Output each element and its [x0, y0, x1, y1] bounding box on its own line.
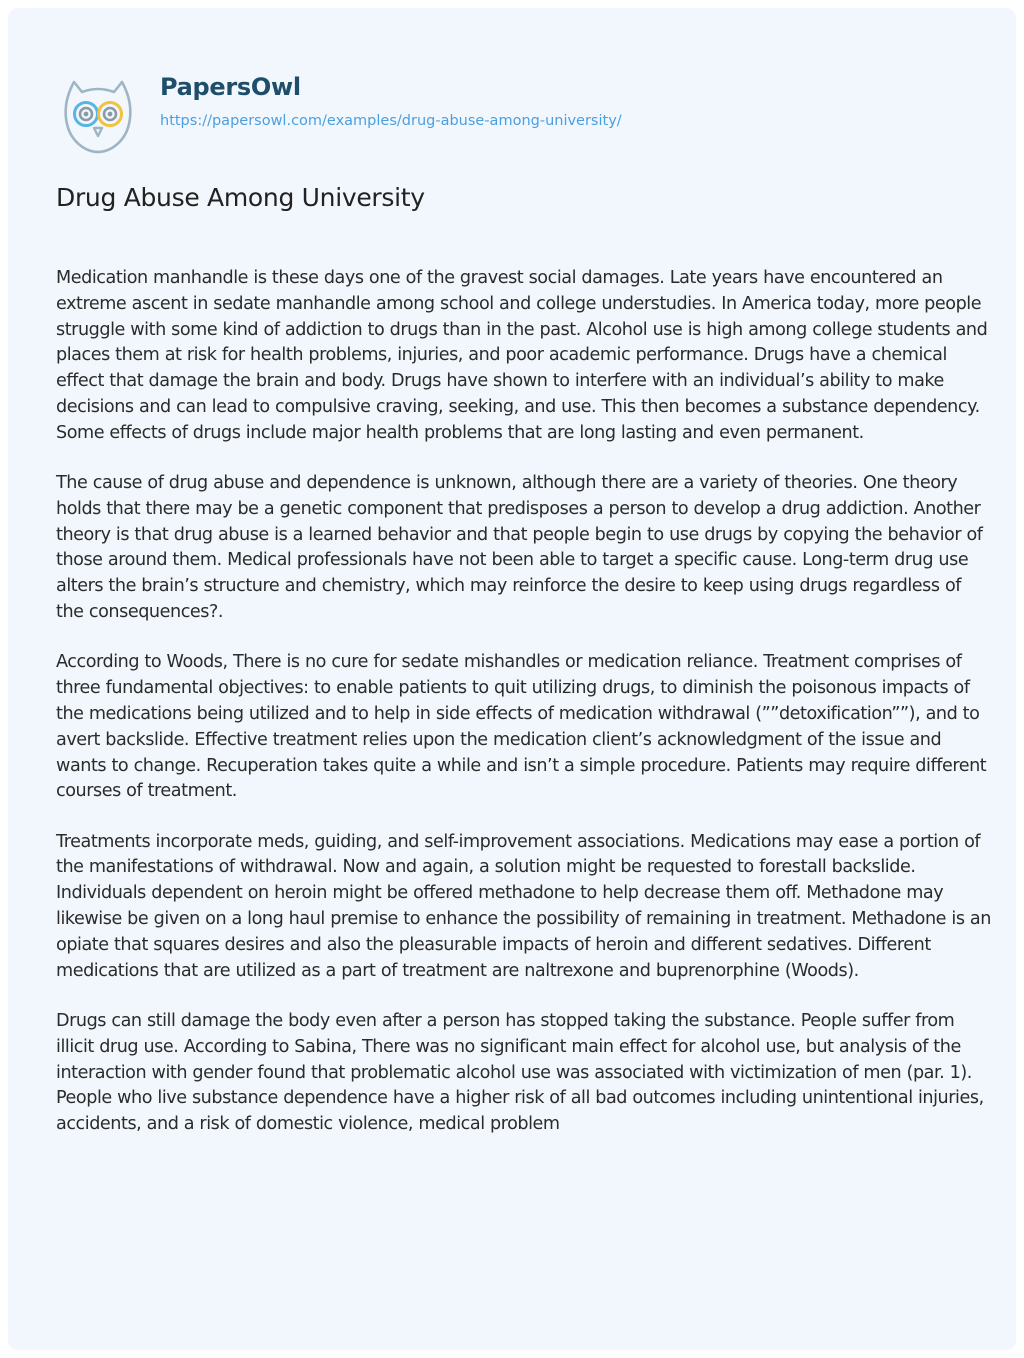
article-paragraph: Treatments incorporate meds, guiding, and self-improvement associations. Medications may ease a portion of the manifestations of withdrawal. Now and again, a solution might be requested to forestall backslide. Individuals dependent on heroin might be offered methadone to help decrease them off. Methadone may likewise be given on a long haul premise to enhance the possibility of remaining in treatment. Methadone is an opiate that squares desires and also the pleasurable impacts of heroin and different sedatives. Different medications that are utilized as a part of treatment are naltrexone and buprenorphine (Woods). — [56, 831, 991, 981]
article-paragraph: The cause of drug abuse and dependence is unknown, although there are a variety of theories. One theory holds that there may be a genetic component that predisposes a person to develop a drug addiction. Another theory is that drug abuse is a learned behavior and that people begin to use drugs by copying the behavior of those around them. Medical professionals have not been able to target a specific cause. Long-term drug use alters the brain’s structure and chemistry, which may reinforce the desire to keep using drugs regardless of the consequences?. — [56, 473, 983, 623]
page-card — [8, 8, 1016, 1350]
article-paragraph: According to Woods, There is no cure for sedate mishandles or medication reliance. Treatment comprises of three fundamental objectives: to enable patients to quit utilizing drugs, to diminish the poisonous impacts of the medications being utilized and to help in side effects of medication withdrawal (””detoxification””), and to avert backslide. Effective treatment relies upon the medication client’s acknowledgment of the issue and wants to change. Recuperation takes quite a while and isn’t a simple procedure. Patients may require different courses of treatment. — [56, 652, 987, 802]
papersowl-owl-logo-icon[interactable] — [56, 72, 140, 156]
article-paragraph: Medication manhandle is these days one of the gravest social damages. Late years have encountered an extreme ascent in sedate manhandle among school and college understudies. In America today, more people struggle with some kind of addiction to drugs than in the past. Alcohol use is high among college students and places them at risk for health problems, injuries, and poor academic performance. Drugs have a chemical effect that damage the brain and body. Drugs have shown to interfere with an individual’s ability to make decisions and can lead to compulsive craving, seeking, and use. This then becomes a substance dependency. Some effects of drugs include major health problems that are long lasting and even permanent. — [56, 268, 988, 443]
site-name[interactable]: PapersOwl — [160, 73, 301, 101]
article-url-link[interactable]: https://papersowl.com/examples/drug-abuse-among-university/ — [160, 113, 622, 129]
article-paragraph: Drugs can still damage the body even after a person has stopped taking the substance. People suffer from illicit drug use. According to Sabina, There was no significant main effect for alcohol use, but analysis of the interaction with gender found that problematic alcohol use was associated with victimization of men (par. 1). People who live substance dependence have a higher risk of all bad outcomes including unintentional injuries, accidents, and a risk of domestic violence, medical problem — [56, 1010, 984, 1135]
article-title: Drug Abuse Among University — [56, 183, 425, 212]
article-body — [56, 266, 991, 1162]
